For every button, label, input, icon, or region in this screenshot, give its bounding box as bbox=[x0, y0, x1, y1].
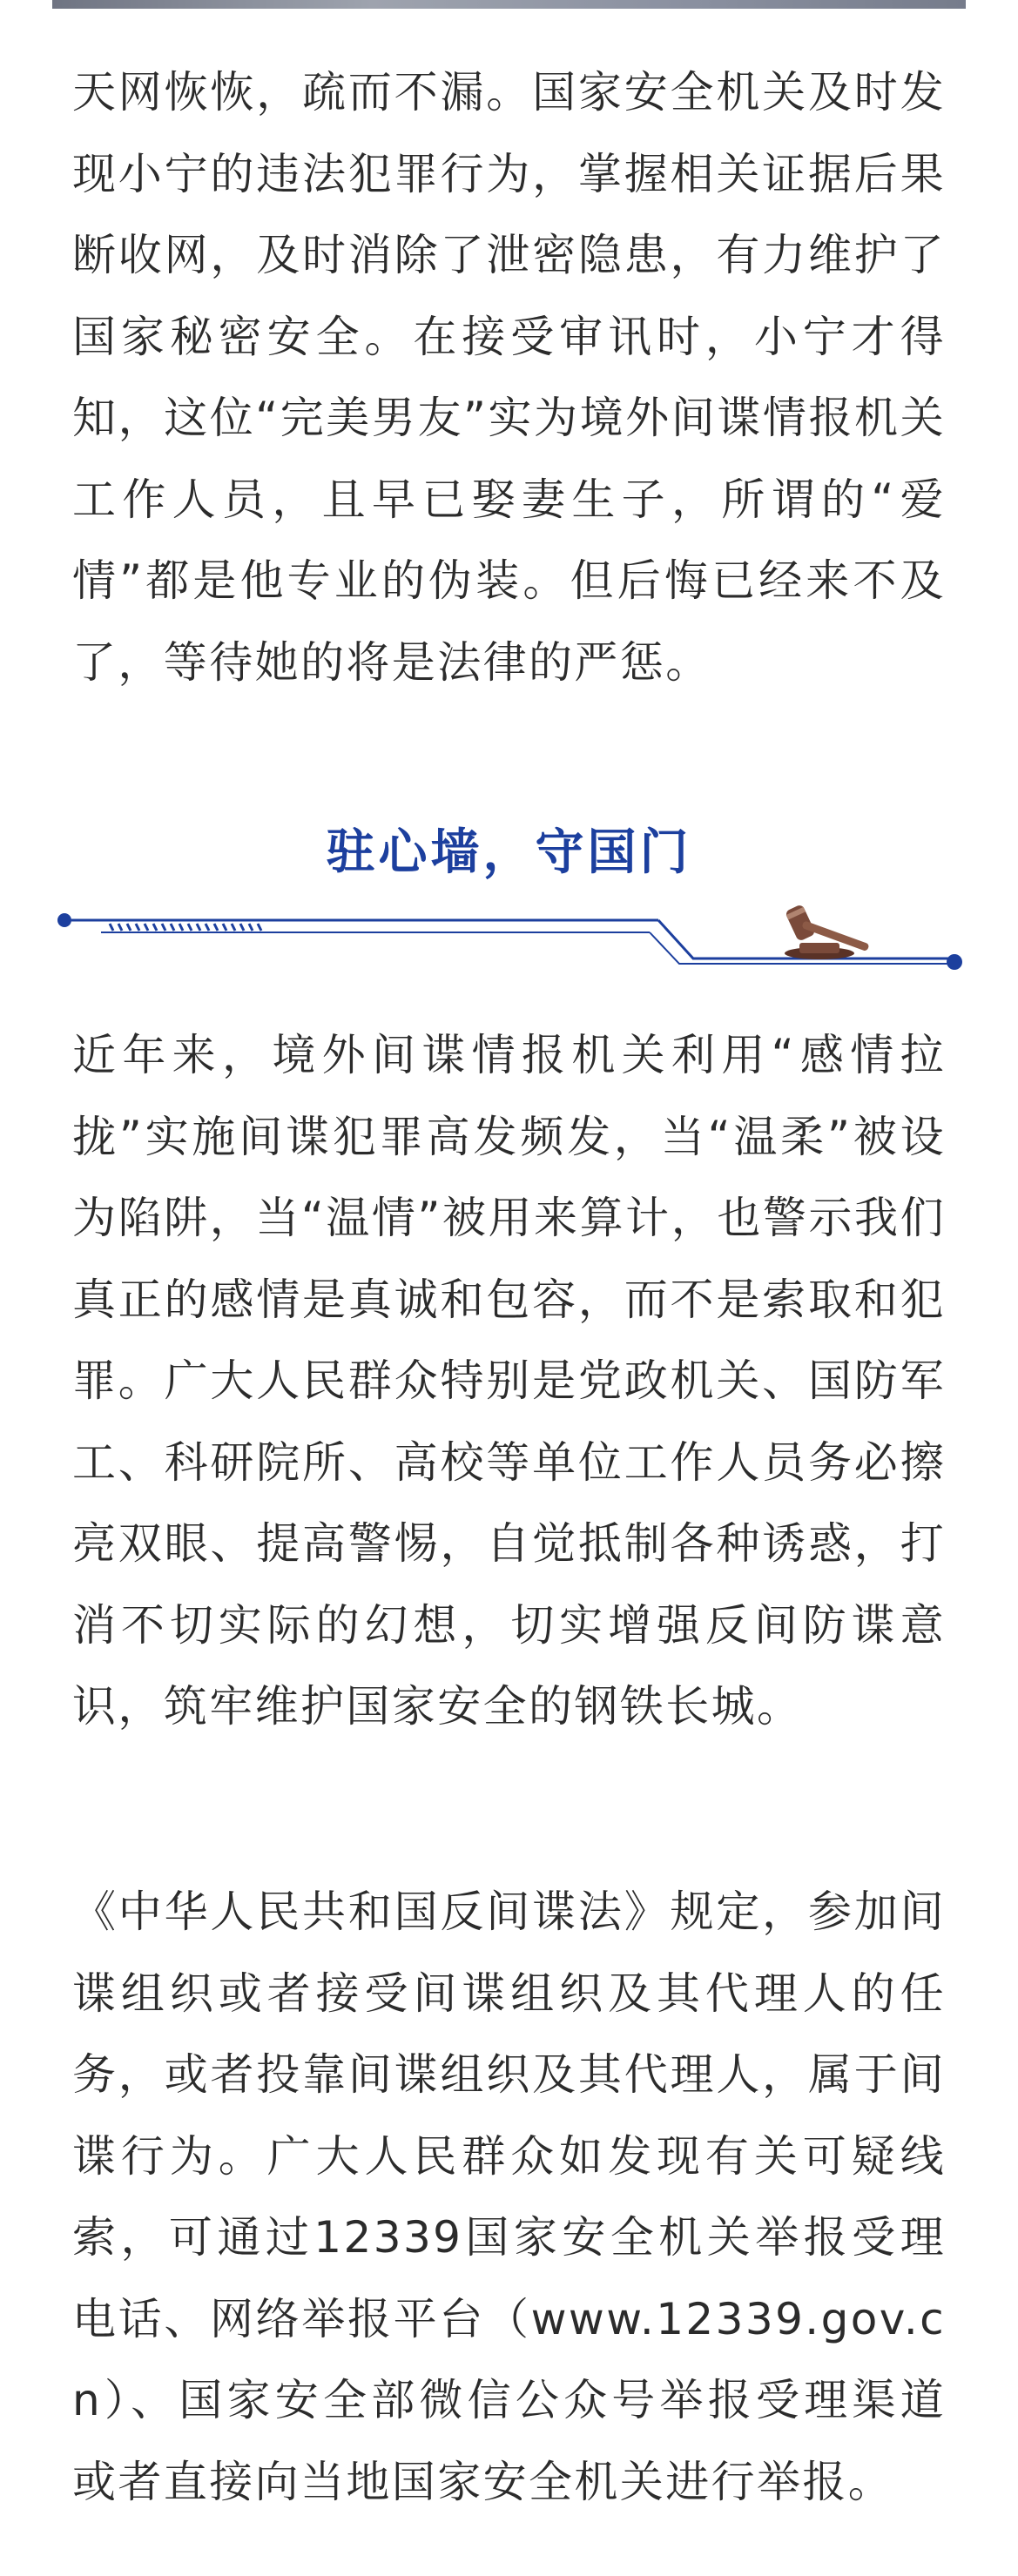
section-divider bbox=[49, 901, 972, 979]
article-paragraph: 天网恢恢，疏而不漏。国家安全机关及时发现小宁的违法犯罪行为，掌握相关证据后果断收网，及时消除了泄密隐患，有力维护了国家秘密安全。在接受审讯时，小宁才得知，这位“完美男友”实为境外间谍情报机关工作人员，且早已娶妻生子，所谓的“爱情”都是他专业的伪装。但后悔已经来不及了，等待她的将是法律的严惩。 bbox=[72, 67, 946, 688]
section-title: 驻心墙，守国门 bbox=[326, 824, 692, 881]
article-paragraph: 近年来，境外间谍情报机关利用“感情拉拢”实施间谍犯罪高发频发，当“温柔”被设为陷阱，当“温情”被用来算计，也警示我们真正的感情是真诚和包容，而不是索取和犯罪。广大人民群众特别是党政机关、国防军工、科研院所、高校等单位工作人员务必擦亮双眼、提高警惕，自觉抵制各种诱惑，打消不切实际的幻想，切实增强反间防谍意识，筑牢维护国家安全的钢铁长城。 bbox=[72, 1030, 946, 1732]
article-paragraph: 《中华人民共和国反间谍法》规定，参加间谍组织或者接受间谍组织及其代理人的任务，或者投靠间谍组织及其代理人，属于间谍行为。广大人民群众如发现有关可疑线索，可通过12339国家安全机关举报受理电话、网络举报平台（www.12339.gov.cn）、国家安全部微信公众号举报受理渠道或者直接向当地国家安全机关进行举报。 bbox=[72, 1887, 946, 2507]
gavel-icon bbox=[785, 904, 870, 959]
top-image-strip bbox=[52, 0, 966, 9]
